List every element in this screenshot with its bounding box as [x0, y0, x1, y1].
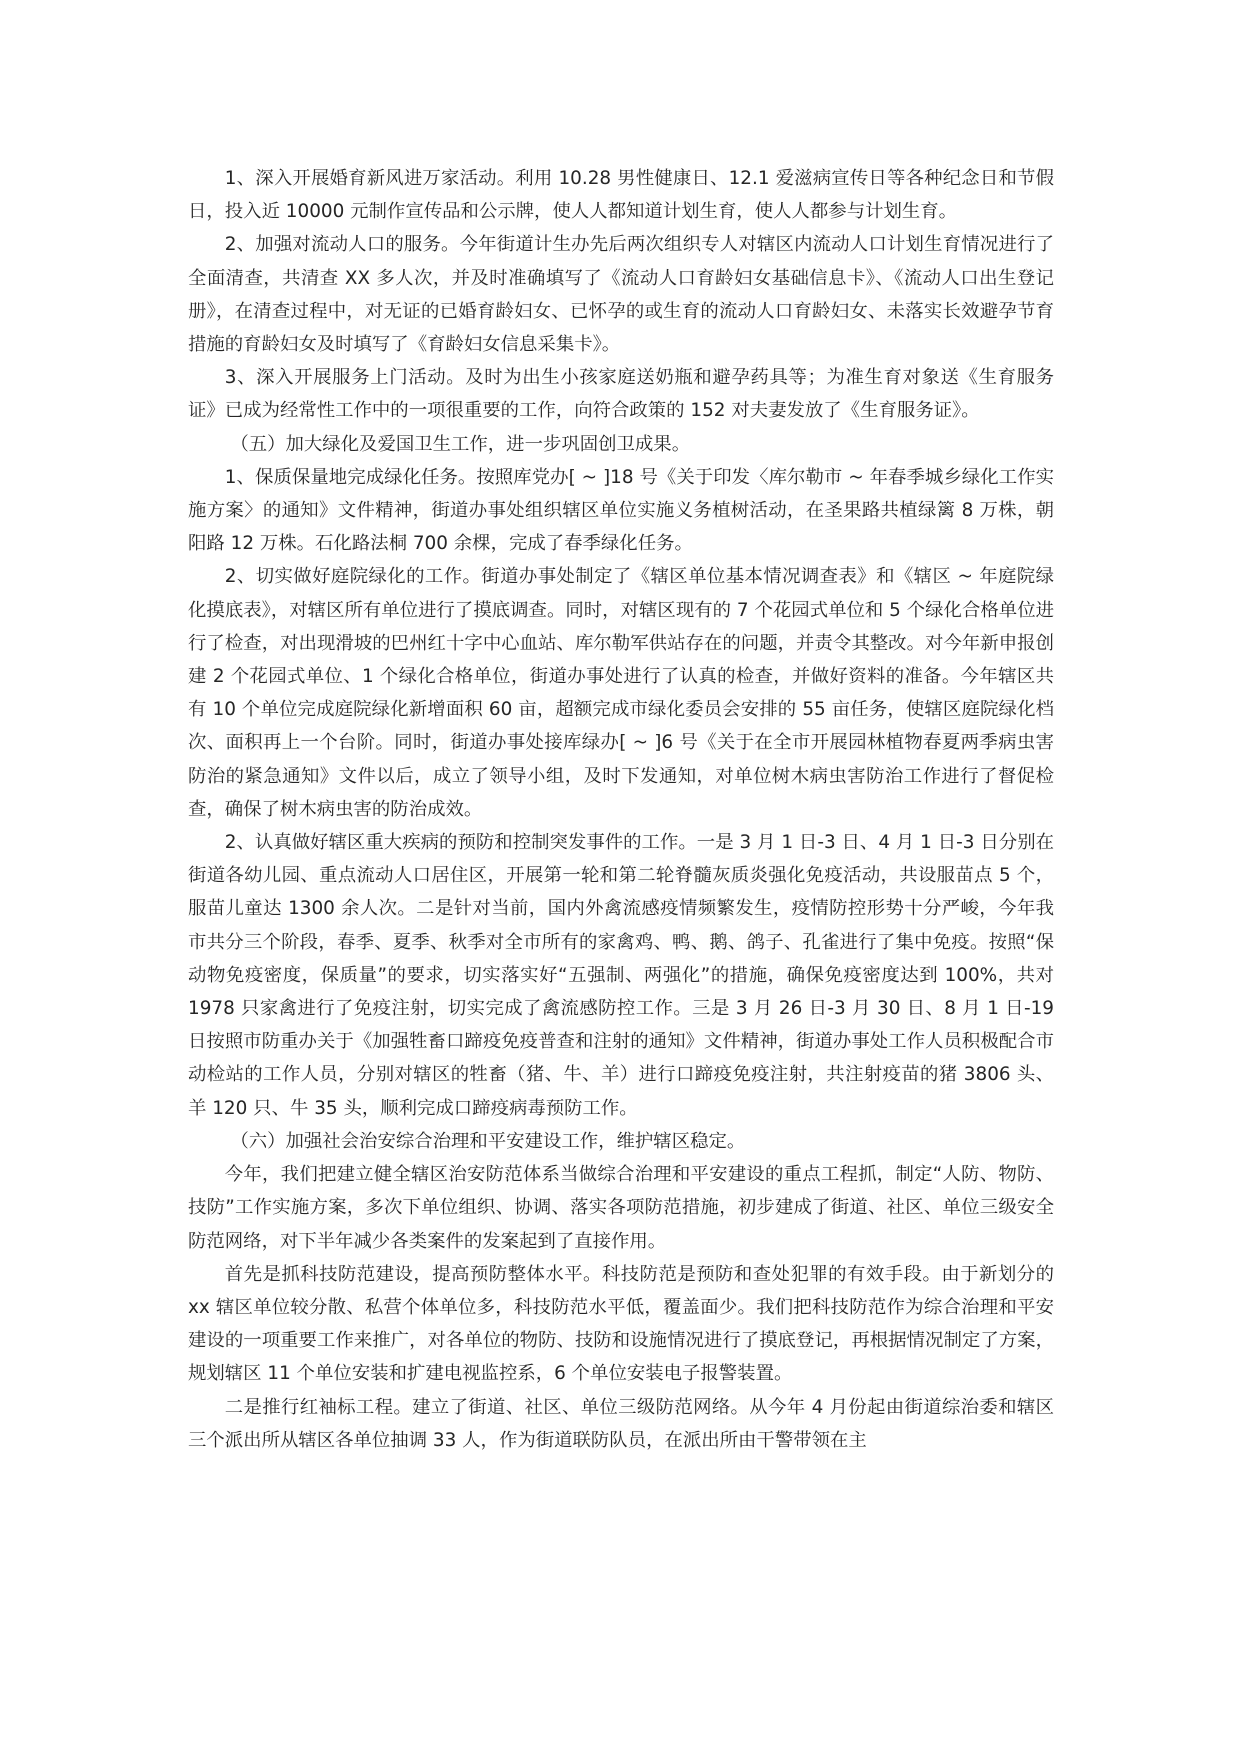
paragraph-tech-prevention: 首先是抓科技防范建设，提高预防整体水平。科技防范是预防和查处犯罪的有效手段。由于新划分的 xx 辖区单位较分散、私营个体单位多，科技防范水平低，覆盖面少。我们把科技防范作为综合治理和平安建设的一项重要工作来推广，对各单位的物防、技防和设施情况进行了摸底登记，再根据情况制定了方案，规划辖区 11 个单位安装和扩建电视监控系，6 个单位安装电子报警装置。 [188, 1263, 1054, 1385]
paragraph-door-to-door-service: 3、深入开展服务上门活动。及时为出生小孩家庭送奶瓶和避孕药具等；为准生育对象送《生育服务证》已成为经常性工作中的一项很重要的工作，向符合政策的 152 对夫妻发放了《生育服务证》。 [188, 367, 1054, 422]
section-heading-public-security: （六）加强社会治安综合治理和平安建设工作，维护辖区稳定。 [230, 1130, 746, 1152]
paragraph-security-system: 今年，我们把建立健全辖区治安防范体系当做综合治理和平安建设的重点工程抓，制定“人防、物防、技防”工作实施方案，多次下单位组织、协调、落实各项防范措施，初步建成了街道、社区、单位三级安全防范网络，对下半年减少各类案件的发案起到了直接作用。 [188, 1164, 1054, 1252]
paragraph-greening-task: 1、保质保量地完成绿化任务。按照库党办[ ~ ]18 号《关于印发〈库尔勒市 ~ 年春季城乡绿化工作实施方案〉的通知》文件精神，街道办事处组织辖区单位实施义务植树活动，在圣果路共植绿篱 8 万株，朝阳路 12 万株。石化路法桐 700 余棵，完成了春季绿化任务。 [188, 466, 1054, 555]
section-heading-greening: （五）加大绿化及爱国卫生工作，进一步巩固创卫成果。 [230, 433, 691, 455]
paragraph-marriage-campaign: 1、深入开展婚育新风进万家活动。利用 10.28 男性健康日、12.1 爱滋病宣传日等各种纪念日和节假日，投入近 10000 元制作宣传品和公示牌，使人人都知道计划生育，使人人都参与计划生育。 [188, 168, 1054, 223]
document-body [188, 162, 1054, 1457]
paragraph-courtyard-greening: 2、切实做好庭院绿化的工作。街道办事处制定了《辖区单位基本情况调查表》和《辖区 ~ 年庭院绿化摸底表》，对辖区所有单位进行了摸底调查。同时，对辖区现有的 7 个花园式单位和 5 个绿化合格单位进行了检查，对出现滑坡的巴州红十字中心血站、库尔勒军供站存在的问题，并责令其整改。对今年新申报创建 2 个花园式单位、1 个绿化合格单位，街道办事处进行了认真的检查，并做好资料的准备。今年辖区共有 10 个单位完成庭院绿化新增面积 60 亩，超额完成市绿化委员会安排的 55 亩任务，使辖区庭院绿化档次、面积再上一个台阶。同时，街道办事处接库绿办[ ~ ]6 号《关于在全市开展园林植物春夏两季病虫害防治的紧急通知》文件以后，成立了领导小组，及时下发通知，对单位树木病虫害防治工作进行了督促检查，确保了树木病虫害的防治成效。 [188, 566, 1054, 820]
paragraph-red-armband: 二是推行红袖标工程。建立了街道、社区、单位三级防范网络。从今年 4 月份起由街道综治委和辖区三个派出所从辖区各单位抽调 33 人，作为街道联防队员，在派出所由干警带领在主 [188, 1396, 1054, 1451]
paragraph-disease-prevention: 2、认真做好辖区重大疾病的预防和控制突发事件的工作。一是 3 月 1 日-3 日、4 月 1 日-3 日分别在街道各幼儿园、重点流动人口居住区，开展第一轮和第二轮脊髓灰质炎强化免疫活动，共设服苗点 5 个，服苗儿童达 1300 余人次。二是针对当前，国内外禽流感疫情频繁发生，疫情防控形势十分严峻，今年我市共分三个阶段，春季、夏季、秋季对全市所有的家禽鸡、鸭、鹅、鸽子、孔雀进行了集中免疫。按照“保动物免疫密度，保质量”的要求，切实落实好“五强制、两强化”的措施，确保免疫密度达到 100%，共对 1978 只家禽进行了免疫注射，切实完成了禽流感防控工作。三是 3 月 26 日-3 月 30 日、8 月 1 日-19 日按照市防重办关于《加强牲畜口蹄疫免疫普查和注射的通知》文件精神，街道办事处工作人员积极配合市动检站的工作人员，分别对辖区的牲畜（猪、牛、羊）进行口蹄疫免疫注射，共注射疫苗的猪 3806 头、羊 120 只、牛 35 头，顺利完成口蹄疫病毒预防工作。 [188, 832, 1054, 1119]
paragraph-floating-population: 2、加强对流动人口的服务。今年街道计生办先后两次组织专人对辖区内流动人口计划生育情况进行了全面清查，共清查 XX 多人次，并及时准确填写了《流动人口育龄妇女基础信息卡》、《流动人口出生登记册》，在清查过程中，对无证的已婚育龄妇女、已怀孕的或生育的流动人口育龄妇女、未落实长效避孕节育措施的育龄妇女及时填写了《育龄妇女信息采集卡》。 [188, 234, 1054, 356]
